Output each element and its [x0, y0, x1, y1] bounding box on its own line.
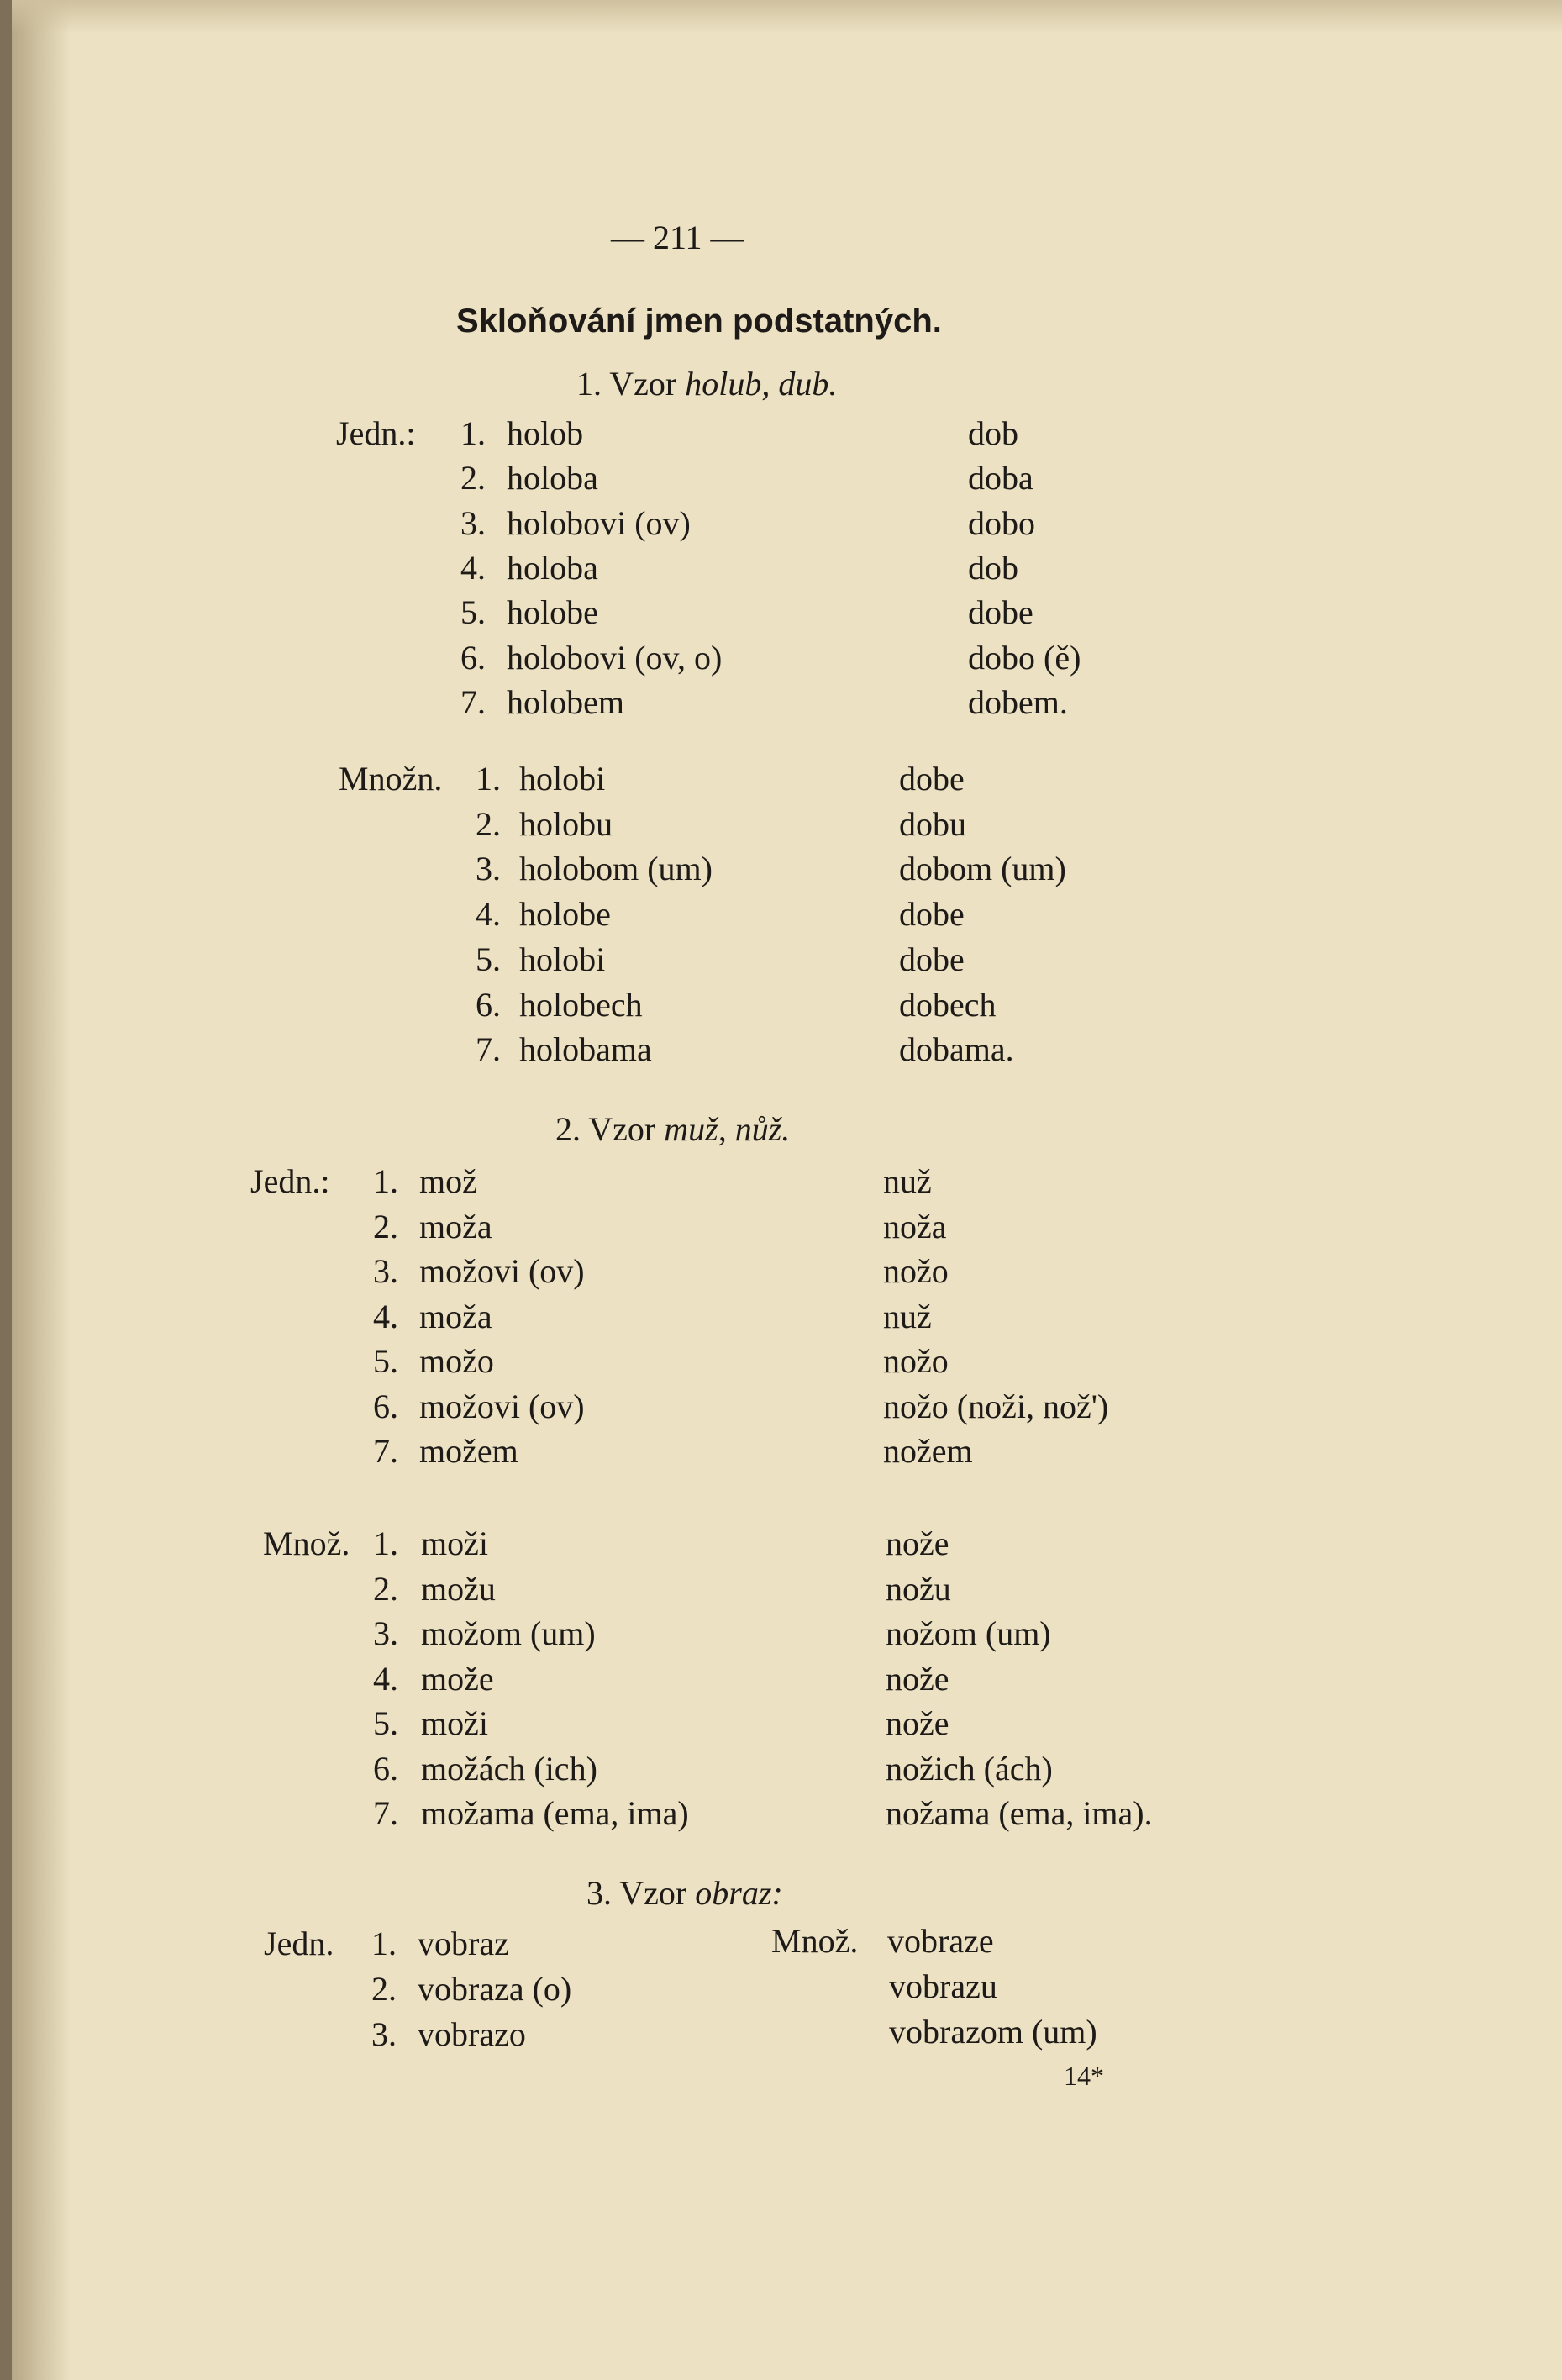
form-right: nožich (ách): [886, 1750, 1053, 1788]
form-right: vobrazom (um): [889, 2013, 1097, 2051]
form-right: dobama.: [899, 1030, 1014, 1068]
form-left: možama (ema, ima): [421, 1794, 689, 1832]
form-right: nože: [886, 1704, 949, 1742]
case-number: 1.: [371, 1925, 397, 1962]
case-number: 5.: [373, 1342, 398, 1380]
form-right: noža: [883, 1208, 947, 1245]
form-left: možem: [419, 1432, 518, 1470]
pattern1-singular-label: Jedn.:: [336, 414, 416, 452]
case-number: 3.: [373, 1614, 398, 1652]
pattern2-heading-prefix: 2. Vzor: [555, 1110, 656, 1148]
form-left: možo: [419, 1342, 494, 1380]
pattern3-heading: [586, 1874, 783, 1912]
form-right: nožama (ema, ima).: [886, 1794, 1153, 1832]
case-number: 4.: [460, 549, 486, 587]
case-number: 1.: [373, 1162, 398, 1200]
case-number: 2.: [373, 1570, 398, 1608]
form-right: dobe: [899, 760, 965, 798]
form-right: dobu: [899, 805, 966, 843]
pattern1-heading-prefix: 1. Vzor: [576, 365, 677, 403]
form-right: nuž: [883, 1298, 932, 1335]
pattern2-heading: [555, 1110, 791, 1148]
form-left: holobech: [519, 986, 643, 1024]
case-number: 1.: [460, 414, 486, 452]
case-number: 3.: [476, 850, 501, 887]
case-number: 3.: [373, 1252, 398, 1290]
form-right: dobo: [968, 504, 1035, 542]
form-right: dobech: [899, 986, 997, 1024]
form-right: vobraze: [887, 1922, 994, 1960]
form-left: holobovi (ov, o): [507, 639, 723, 677]
form-left: vobraz: [418, 1925, 509, 1962]
pattern1-plural-label: Množn.: [339, 760, 443, 798]
form-left: može: [421, 1660, 494, 1698]
case-number: 2.: [476, 805, 501, 843]
form-left: možách (ich): [421, 1750, 597, 1788]
form-left: holoba: [507, 459, 598, 497]
case-number: 2.: [371, 1970, 397, 2008]
case-number: 5.: [476, 940, 501, 978]
form-right: nuž: [883, 1162, 932, 1200]
form-left: možom (um): [421, 1614, 596, 1652]
form-left: holobu: [519, 805, 613, 843]
case-number: 7.: [373, 1432, 398, 1470]
form-right: doba: [968, 459, 1033, 497]
case-number: 4.: [476, 895, 501, 933]
form-right: dobom (um): [899, 850, 1066, 887]
case-number: 4.: [373, 1298, 398, 1335]
page-top-shadow: [12, 0, 1562, 34]
case-number: 5.: [460, 593, 486, 631]
case-number: 3.: [371, 2015, 397, 2053]
pattern2-plural-label: Množ.: [263, 1524, 350, 1562]
form-left: holobom (um): [519, 850, 713, 887]
form-left: vobrazo: [418, 2015, 526, 2053]
form-right: nožu: [886, 1570, 951, 1608]
case-number: 2.: [460, 459, 486, 497]
form-left: holobe: [507, 593, 598, 631]
form-right: nože: [886, 1524, 949, 1562]
case-number: 3.: [460, 504, 486, 542]
form-right: nožem: [883, 1432, 973, 1470]
form-left: holobi: [519, 940, 606, 978]
case-number: 7.: [373, 1794, 398, 1832]
case-number: 7.: [460, 683, 486, 721]
case-number: 6.: [476, 986, 501, 1024]
case-number: 7.: [476, 1030, 501, 1068]
form-left: možovi (ov): [419, 1387, 585, 1425]
case-number: 6.: [373, 1387, 398, 1425]
form-right: dobe: [968, 593, 1033, 631]
form-left: holobovi (ov): [507, 504, 691, 542]
pattern1-heading: [576, 367, 837, 401]
case-number: 6.: [460, 639, 486, 677]
form-left: holob: [507, 414, 584, 452]
form-right: dobe: [899, 940, 965, 978]
case-number: 2.: [373, 1208, 398, 1245]
form-left: holobi: [519, 760, 606, 798]
form-right: nože: [886, 1660, 949, 1698]
page-title: Skloňování jmen podstatných.: [456, 303, 942, 340]
case-number: 1.: [373, 1524, 398, 1562]
page-gutter-shadow: [12, 0, 71, 2380]
form-left: moži: [421, 1704, 488, 1742]
form-right: dob: [968, 549, 1018, 587]
case-number: 1.: [476, 760, 501, 798]
form-left: holobama: [519, 1030, 652, 1068]
form-right: dobo (ě): [968, 639, 1081, 677]
pattern2-heading-words: muž, nůž.: [664, 1110, 791, 1148]
form-right: dobem.: [968, 683, 1068, 721]
form-left: moža: [419, 1208, 492, 1245]
form-left: holobe: [519, 895, 611, 933]
form-left: moža: [419, 1298, 492, 1335]
form-right: nožom (um): [886, 1614, 1051, 1652]
case-number: 6.: [373, 1750, 398, 1788]
form-left: možovi (ov): [419, 1252, 585, 1290]
pattern1-heading-words: holub, dub.: [685, 365, 838, 403]
pattern3-heading-prefix: 3. Vzor: [586, 1874, 687, 1912]
form-left: možu: [421, 1570, 496, 1608]
pattern3-plural-label: Množ.: [771, 1922, 859, 1960]
form-right: nožo: [883, 1342, 949, 1380]
page-number: — 211 —: [611, 219, 744, 256]
signature-mark: 14*: [1064, 2061, 1104, 2091]
pattern3-heading-words: obraz:: [695, 1874, 783, 1912]
case-number: 4.: [373, 1660, 398, 1698]
form-left: vobraza (o): [418, 1970, 572, 2008]
pattern3-singular-label: Jedn.: [264, 1925, 334, 1962]
form-right: nožo: [883, 1252, 949, 1290]
form-left: moži: [421, 1524, 488, 1562]
form-right: nožo (noži, nož'): [883, 1387, 1109, 1425]
pattern2-singular-label: Jedn.:: [250, 1162, 330, 1200]
form-left: holoba: [507, 549, 598, 587]
form-right: dob: [968, 414, 1018, 452]
form-left: mož: [419, 1162, 477, 1200]
case-number: 5.: [373, 1704, 398, 1742]
form-right: vobrazu: [889, 1967, 997, 2005]
form-left: holobem: [507, 683, 624, 721]
form-right: dobe: [899, 895, 965, 933]
